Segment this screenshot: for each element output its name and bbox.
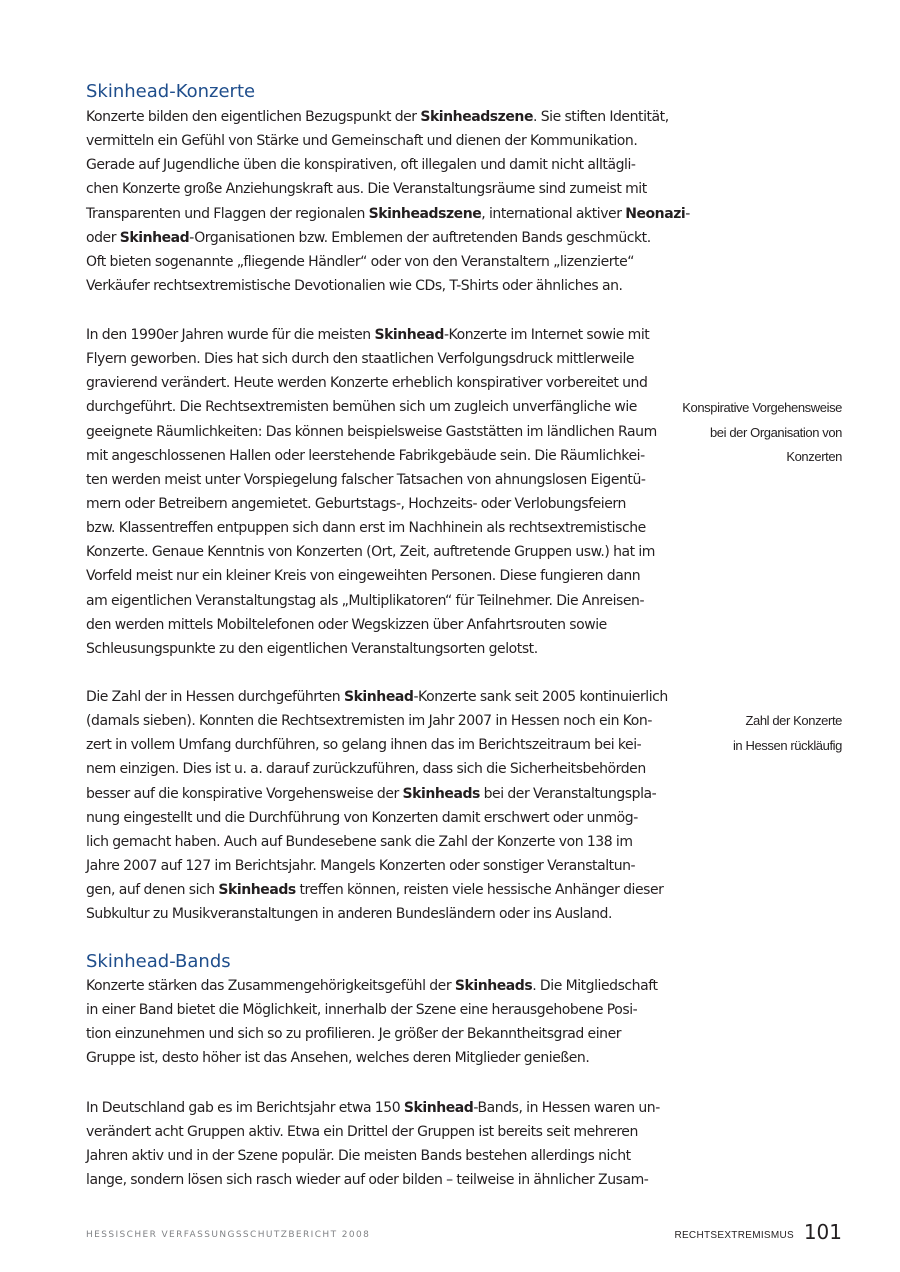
text-line: Vorfeld meist nur ein kleiner Kreis von eingeweihten Personen. Diese fungieren dann [86,568,641,585]
paragraph [86,974,686,1071]
text-line: lange, sondern lösen sich rasch wieder auf oder bilden – teilweise in ähnlicher Zusam- [86,1172,649,1189]
bold-term: Skinheads [218,882,296,899]
paragraph [86,105,690,298]
footer-section-name: RECHTSEXTREMISMUS [674,1230,794,1241]
text-line: mit angeschlossenen Hallen oder leerstehende Fabrikgebäude sein. Die Räumlichkei- [86,447,645,464]
paragraph [86,1096,686,1193]
text-line: Schleusungspunkte zu den eigentlichen Veranstaltungsorten gelotst. [86,640,538,657]
section-heading-skinhead-bands: Skinhead-Bands [86,951,231,972]
section-heading-skinhead-konzerte: Skinhead-Konzerte [86,81,256,102]
text-line: Verkäufer rechtsextremistische Devotionalien wie CDs, T-Shirts oder ähnliches an. [86,277,623,294]
text-line: Subkultur zu Musikveranstaltungen in anderen Bundesländern oder ins Ausland. [86,906,612,923]
bold-term: Skinhead [403,1100,474,1116]
text-line: geeignete Räumlichkeiten: Das können beispielsweise Gaststätten im ländlichen Raum [86,423,657,440]
text-line: lich gemacht haben. Auch auf Bundesebene sank die Zahl der Konzerte von 138 im [86,833,633,850]
text-line: (damals sieben). Konnten die Rechtsextremisten im Jahr 2007 in Hessen noch ein Kon- [86,713,652,730]
text-line: tion einzunehmen und sich so zu profilieren. Je größer der Bekanntheitsgrad einer [86,1026,622,1043]
text-line: Konzerte. Genaue Kenntnis von Konzerten (Ort, Zeit, auftretende Gruppen usw.) hat im [86,544,655,561]
text-line: verändert acht Gruppen aktiv. Etwa ein Drittel der Gruppen ist bereits seit mehreren [86,1124,638,1141]
text-line: ten werden meist unter Vorspiegelung falscher Tatsachen von ahnungslosen Eigentü- [86,471,646,488]
text-line: oder Skinhead-Organisationen bzw. Emblemen der auftretenden Bands geschmückt. [86,229,651,246]
text-line: Gruppe ist, desto höher ist das Ansehen, welches deren Mitglieder genießen. [86,1050,590,1067]
text-line: chen Konzerte große Anziehungskraft aus. Die Veranstaltungsräume sind zumeist mit [86,181,647,198]
margin-note-zahl-der-konzerte [642,709,842,758]
text-line: Jahre 2007 auf 127 im Berichtsjahr. Mangels Konzerten oder sonstiger Veranstaltun- [86,857,636,874]
page-number: 101 [803,1220,842,1244]
text-line: mern oder Betreibern angemietet. Geburtstags-, Hochzeits- oder Verlobungsfeiern [86,495,626,512]
text-line: Oft bieten sogenannte „fliegende Händler“ oder von den Veranstaltern „lizenzierte“ [86,253,635,270]
text-line: nem einzigen. Dies ist u. a. darauf zurückzuführen, dass sich die Sicherheitsbehörden [86,761,646,778]
paragraph [86,685,686,926]
text-line: Die Zahl der in Hessen durchgeführten Skinhead-Konzerte sank seit 2005 kontinuierlich [86,689,668,705]
text-line: Konzerte bilden den eigentlichen Bezugspunkt der Skinheadszene. Sie stiften Identität, [86,109,669,125]
text-line: Jahren aktiv und in der Szene populär. Die meisten Bands bestehen allerdings nicht [86,1148,631,1165]
text-line: Flyern geworben. Dies hat sich durch den staatlichen Verfolgungsdruck mittlerweile [86,351,635,368]
text-line: Gerade auf Jugendliche üben die konspirativen, oft illegalen und damit nicht alltägli- [86,157,636,174]
text-line: In Deutschland gab es im Berichtsjahr etwa 150 Skinhead-Bands, in Hessen waren un- [86,1100,660,1116]
text-line: nung eingestellt und die Durchführung von Konzerten damit erschwert oder unmög- [86,809,638,826]
margin-note-line: Konzerten [786,449,842,464]
text-line: durchgeführt. Die Rechtsextremisten bemühen sich um zugleich unverfängliche wie [86,399,637,416]
bold-term: Skinheads [454,978,533,994]
text-line: In den 1990er Jahren wurde für die meisten Skinhead-Konzerte im Internet sowie mit [86,327,650,343]
text-line: besser auf die konspirative Vorgehensweise der Skinheads bei der Veranstaltungspla- [86,785,657,802]
bold-term: Skinhead [374,327,444,343]
text-line: zert in vollem Umfang durchführen, so gelang ihnen das im Berichtszeitraum bei kei- [86,737,642,754]
text-line: Transparenten und Flaggen der regionalen Skinheadszene, international aktiver Neonazi- [86,205,690,222]
bold-term: Skinheadszene [420,109,533,125]
bold-term: Skinheadszene [368,205,482,222]
bold-term: Skinhead [343,689,414,705]
text-line: Konzerte stärken das Zusammengehörigkeitsgefühl der Skinheads. Die Mitgliedschaft [86,978,658,994]
margin-note-line: bei der Organisation von [709,424,842,440]
bold-term: Neonazi [625,205,686,222]
margin-note-konspirative-vorgehensweise [642,396,842,470]
footer-publication-title: HESSISCHER VERFASSUNGSSCHUTZBERICHT 2008 [86,1230,371,1240]
text-line: den werden mittels Mobiltelefonen oder Wegskizzen über Anfahrtsrouten sowie [86,616,607,633]
margin-note-line: in Hessen rückläufig [732,737,842,753]
margin-note-line: Konspirative Vorgehensweise [682,400,842,415]
text-line: vermitteln ein Gefühl von Stärke und Gemeinschaft und dienen der Kommunikation. [86,133,638,150]
bold-term: Skinheads [402,785,480,802]
text-line: gen, auf denen sich Skinheads treffen können, reisten viele hessische Anhänger dieser [86,882,664,899]
text-line: gravierend verändert. Heute werden Konzerte erheblich konspirativer vorbereitet und [86,375,648,392]
text-line: bzw. Klassentreffen entpuppen sich dann erst im Nachhinein als rechtsextremistische [86,520,646,537]
paragraph [86,323,686,661]
text-line: am eigentlichen Veranstaltungstag als „Multiplikatoren“ für Teilnehmer. Die Anreisen- [86,592,645,609]
text-line: in einer Band bietet die Möglichkeit, innerhalb der Szene eine herausgehobene Posi- [86,1002,638,1019]
margin-note-line: Zahl der Konzerte [745,713,842,728]
bold-term: Skinhead [119,229,190,246]
